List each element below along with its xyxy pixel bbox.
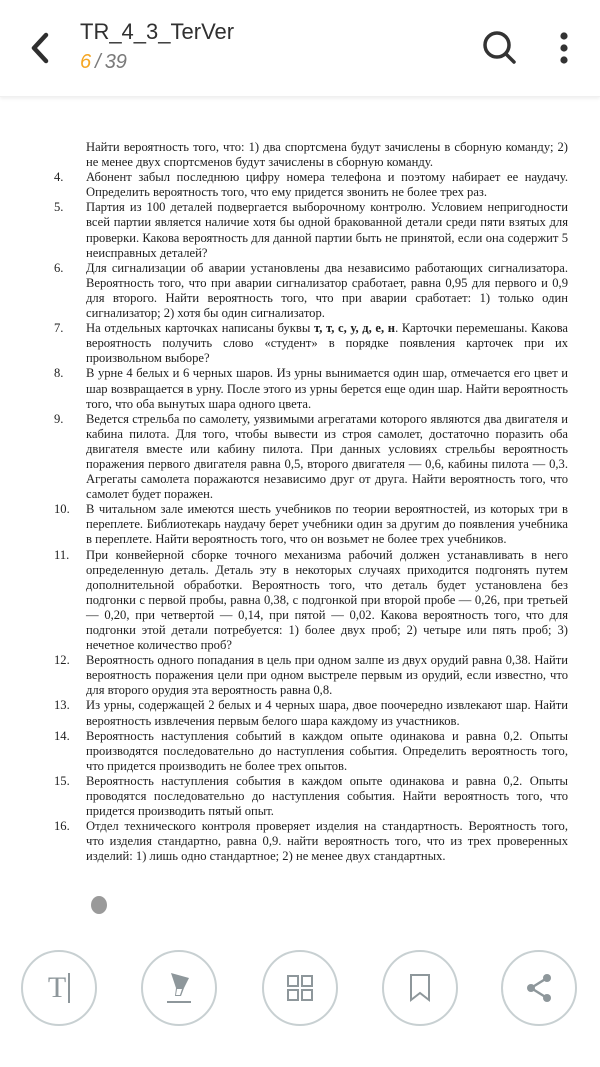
problem-number: 6. [54, 260, 64, 275]
page-separator: / [95, 51, 101, 73]
share-icon [524, 972, 554, 1004]
bold-letters: т, т, с, у, д, е, н [313, 321, 396, 336]
text-after: . Карточки перемешаны. Какова вероятность получить слово «студент» в порядке появления карточек при их произвольном выборе? [86, 321, 568, 366]
problem-item [48, 502, 568, 547]
title-block [80, 18, 234, 74]
problem-number: 11. [54, 547, 70, 562]
problem-item [48, 366, 568, 411]
highlighter-icon [162, 970, 196, 1006]
problem-item [48, 321, 568, 366]
problem-number: 4. [54, 170, 64, 185]
problem-text: В читальном зале имеются шесть учебников по теории вероятностей, из которых три в переплете. Библиотекарь наудачу берет учебники один за другим до появления учебника в переплете. Найти вероятность того, что он возьмет не более трех учебников. [86, 502, 568, 547]
problem-text: Для сигнализации об аварии установлены два независимо работающих сигнализатора. Вероятность того, что при аварии сигнализатор сработает, равна 0,95 для первого и 0,9 для второго. Найти вероятность того, что при аварии сработает: 1) только один сигнализатор; 2) хотя бы один сигнализатор. [86, 260, 568, 321]
problem-text: Отдел технического контроля проверяет изделия на стандартность. Вероятность того, что изделия стандартно, равна 0,9. найти вероятность того, что из трех проверенных изделий: 1) лишь одно стандартное; 2) не менее двух стандартных. [86, 819, 568, 864]
highlighter-button[interactable] [141, 950, 217, 1026]
problem-number: 12. [54, 653, 70, 668]
problem-text: При конвейерной сборке точного механизма рабочий должен устанавливать в него определенную деталь. Деталь эту в некоторых случаях приходится подгонять путем дополнительной обработки. Вероятность того, что деталь будет установлена без подгонки с первой пробы, равна 0,38, с подгонкой при второй пробе — 0,26, при третьей — 0,20, при четвертой — 0,14, при пятой — 0,02. Какова вероятность того, что для подгонки этой детали потребуется: 1) более двух проб; 2) четыре или пять проб; 3) нечетное количество проб? [86, 547, 568, 653]
cursor-bar [68, 973, 70, 1003]
chevron-left-icon [28, 30, 52, 66]
document-title: TR_4_3_TerVer [80, 19, 235, 44]
bookmark-button[interactable] [382, 950, 458, 1026]
problem-text: Ведется стрельба по самолету, уязвимыми агрегатами которого являются два двигателя и кабина пилота. Для того, чтобы вывести из строя самолет, достаточно поразить оба двигателя вместе или кабину пилота. При данных условиях стрельбы вероятность поражения первого двигателя равна 0,5, второго двигателя — 0,6, кабины пилота — 0,3. Агрегаты самолета поражаются независимо друг от друга. Найти вероятность того, что самолет будет поражен. [86, 411, 568, 502]
problem-text: Из урны, содержащей 2 белых и 4 черных шара, двое поочередно извлекают шар. Найти вероятность извлечения первым белого шара каждому из участников. [86, 698, 568, 728]
problem-item [48, 412, 568, 503]
thumbnails-button[interactable] [262, 950, 338, 1026]
text-tool-button[interactable] [21, 950, 97, 1026]
problem-number: 5. [54, 200, 64, 215]
share-button[interactable] [501, 950, 577, 1026]
problem-number: 13. [54, 698, 70, 713]
problem-text: Абонент забыл последнюю цифру номера телефона и поэтому набирает ее наудачу. Определить вероятность того, что ему придется звонить не более трех раз. [86, 170, 568, 200]
problem-text: В урне 4 белых и 6 черных шаров. Из урны вынимается один шар, отмечается его цвет и шар возвращается в урну. После этого из урны берется еще один шар. Найти вероятность того, что оба вынутых шара одного цвета. [86, 366, 568, 411]
search-button[interactable] [478, 26, 522, 70]
problem-number: 14. [54, 728, 70, 743]
problem-item [48, 200, 568, 260]
problem-text [86, 321, 568, 366]
document-page [48, 140, 568, 865]
problem-number: 10. [54, 502, 70, 517]
problem-text: Вероятность наступления события в каждом опыте одинакова и равна 0,2. Опыты проводятся последовательно до наступления события. Найти вероятность того, что придется производить пятый опыт. [86, 773, 568, 819]
text-before: На отдельных карточках написаны буквы [86, 321, 314, 336]
more-vertical-icon [558, 30, 570, 66]
problem-text: Вероятность одного попадания в цель при одном залпе из двух орудий равна 0,38. Найти вероятность поражения цели при одном выстреле первым из орудий, если известно, что для второго орудия эта вероятность равна 0,8. [86, 653, 568, 698]
problem-text: Партия из 100 деталей подвергается выборочному контролю. Условием непригодности всей партии является наличие хотя бы одной бракованной детали среди пяти взятых для проверки. Какова вероятность для данной партии быть не принятой, если она содержит 5 неисправных деталей? [86, 200, 568, 260]
problem-item [48, 698, 568, 728]
grid-icon [286, 974, 314, 1002]
problem-item [48, 261, 568, 321]
page-counter [80, 50, 234, 74]
problem-item [48, 819, 568, 864]
problem-number: 7. [54, 321, 64, 336]
scroll-handle[interactable] [91, 896, 107, 914]
search-icon [480, 28, 520, 68]
problem-item [48, 653, 568, 698]
problem-number: 8. [54, 366, 64, 381]
problem-item [48, 170, 568, 200]
more-options-button[interactable] [546, 26, 582, 70]
continuation-paragraph: Найти вероятность того, что: 1) два спортсмена будут зачислены в сборную команду; 2) не менее двух спортсменов будут зачислены в сборную команду. [86, 140, 568, 170]
back-button[interactable] [22, 26, 58, 70]
text-tool-glyph: T [47, 971, 67, 1004]
app-bar [0, 0, 600, 97]
problem-item [48, 774, 568, 819]
text-cursor-icon [48, 973, 70, 1003]
current-page: 6 [80, 51, 92, 73]
bottom-toolbar [0, 950, 600, 1030]
bookmark-icon [409, 973, 431, 1003]
problem-item [48, 548, 568, 654]
total-pages: 39 [104, 51, 127, 73]
problem-number: 16. [54, 819, 70, 834]
problem-number: 15. [54, 773, 70, 788]
problem-number: 9. [54, 411, 64, 426]
problem-item [48, 729, 568, 774]
problem-text: Вероятность наступления событий в каждом опыте одинакова и равна 0,2. Опыты производятся последовательно до наступления события. Определить вероятность того, что придется производить не более трех опытов. [86, 728, 568, 773]
